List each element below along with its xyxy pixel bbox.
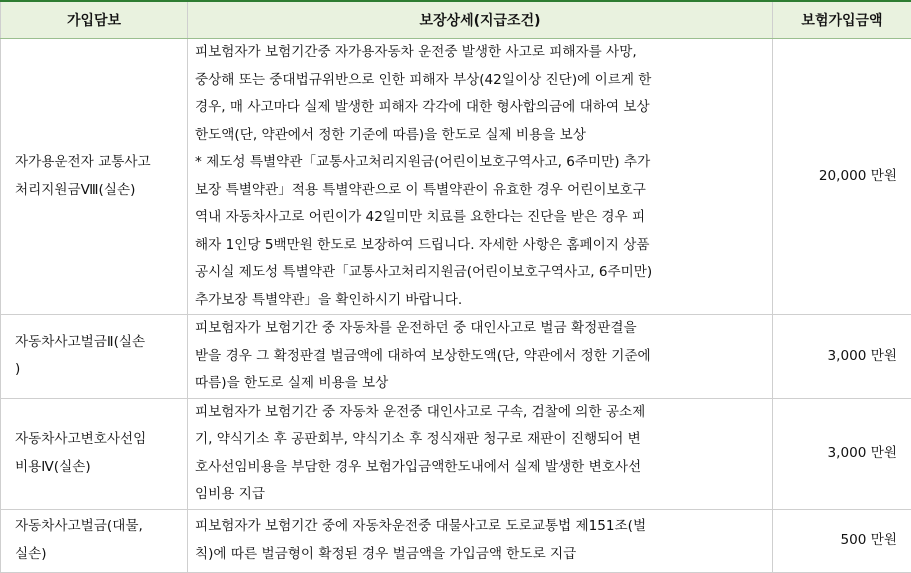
detail-line: 피보험자가 보험기간 중에 자동차운전중 대물사고로 도로교통법 제151조(벌 — [195, 513, 768, 541]
detail-line: 보장 특별약관」적용 특별약관으로 이 특별약관이 유효한 경우 어린이보호구 — [195, 177, 768, 205]
coverage-name-line: 비용Ⅳ(실손) — [15, 454, 181, 482]
detail-line: 중상해 또는 중대법규위반으로 인한 피해자 부상(42일이상 진단)에 이르게 한 — [195, 67, 768, 95]
coverage-amount: 3,000 만원 — [773, 315, 911, 399]
detail-line: 역내 자동차사고로 어린이가 42일미만 치료를 요한다는 진단을 받은 경우 피 — [195, 204, 768, 232]
coverage-detail — [188, 509, 773, 572]
detail-line: 추가보장 특별약관」을 확인하시기 바랍니다. — [195, 287, 768, 315]
coverage-amount: 20,000 만원 — [773, 39, 911, 315]
detail-line: 경우, 매 사고마다 실제 발생한 피해자 각각에 대한 형사합의금에 대하여 보상 — [195, 94, 768, 122]
detail-line: 피보험자가 보험기간 중 자동차 운전중 대인사고로 구속, 검찰에 의한 공소제 — [195, 399, 768, 427]
coverage-name-line: 실손) — [15, 541, 181, 569]
detail-line: 임비용 지급 — [195, 481, 768, 509]
table-row — [1, 39, 911, 315]
detail-line: 따름)을 한도로 실제 비용을 보상 — [195, 370, 768, 398]
detail-line: 한도액(단, 약관에서 정한 기준에 따름)을 한도로 실제 비용을 보상 — [195, 122, 768, 150]
coverage-amount: 3,000 만원 — [773, 398, 911, 509]
detail-line: * 제도성 특별약관「교통사고처리지원금(어린이보호구역사고, 6주미만) 추가 — [195, 149, 768, 177]
coverage-detail — [188, 39, 773, 315]
header-row — [1, 1, 911, 39]
table-row — [1, 315, 911, 399]
detail-line: 기, 약식기소 후 공판회부, 약식기소 후 정식재판 청구로 재판이 진행되어 변 — [195, 426, 768, 454]
detail-line: 칙)에 따른 벌금형이 확정된 경우 벌금액을 가입금액 한도로 지급 — [195, 541, 768, 569]
detail-line: 받을 경우 그 확정판결 벌금액에 대하여 보상한도액(단, 약관에서 정한 기준에 — [195, 343, 768, 371]
table-row — [1, 398, 911, 509]
coverage-name — [1, 398, 188, 509]
detail-line: 공시실 제도성 특별약관「교통사고처리지원금(어린이보호구역사고, 6주미만) — [195, 259, 768, 287]
coverage-name-line: 자동차사고벌금Ⅱ(실손 — [15, 329, 181, 357]
coverage-name — [1, 509, 188, 572]
coverage-name — [1, 39, 188, 315]
coverage-name-line: 자동차사고벌금(대물, — [15, 513, 181, 541]
header-amount: 보험가입금액 — [773, 1, 911, 39]
table-row — [1, 509, 911, 572]
header-coverage: 가입담보 — [1, 1, 188, 39]
coverage-name-line: ) — [15, 356, 181, 384]
coverage-detail — [188, 398, 773, 509]
coverage-detail — [188, 315, 773, 399]
detail-line: 피보험자가 보험기간 중 자동차를 운전하던 중 대인사고로 벌금 확정판결을 — [195, 315, 768, 343]
coverage-name-line: 처리지원금Ⅷ(실손) — [15, 177, 181, 205]
detail-line: 해자 1인당 5백만원 한도로 보장하여 드립니다. 자세한 사항은 홈페이지 상품 — [195, 232, 768, 260]
detail-line: 피보험자가 보험기간중 자가용자동차 운전중 발생한 사고로 피해자를 사망, — [195, 39, 768, 67]
coverage-name-line: 자가용운전자 교통사고 — [15, 149, 181, 177]
coverage-name-line: 자동차사고변호사선임 — [15, 426, 181, 454]
detail-line: 호사선임비용을 부담한 경우 보험가입금액한도내에서 실제 발생한 변호사선 — [195, 454, 768, 482]
header-detail: 보장상세(지급조건) — [188, 1, 773, 39]
coverage-amount: 500 만원 — [773, 509, 911, 572]
coverage-name — [1, 315, 188, 399]
